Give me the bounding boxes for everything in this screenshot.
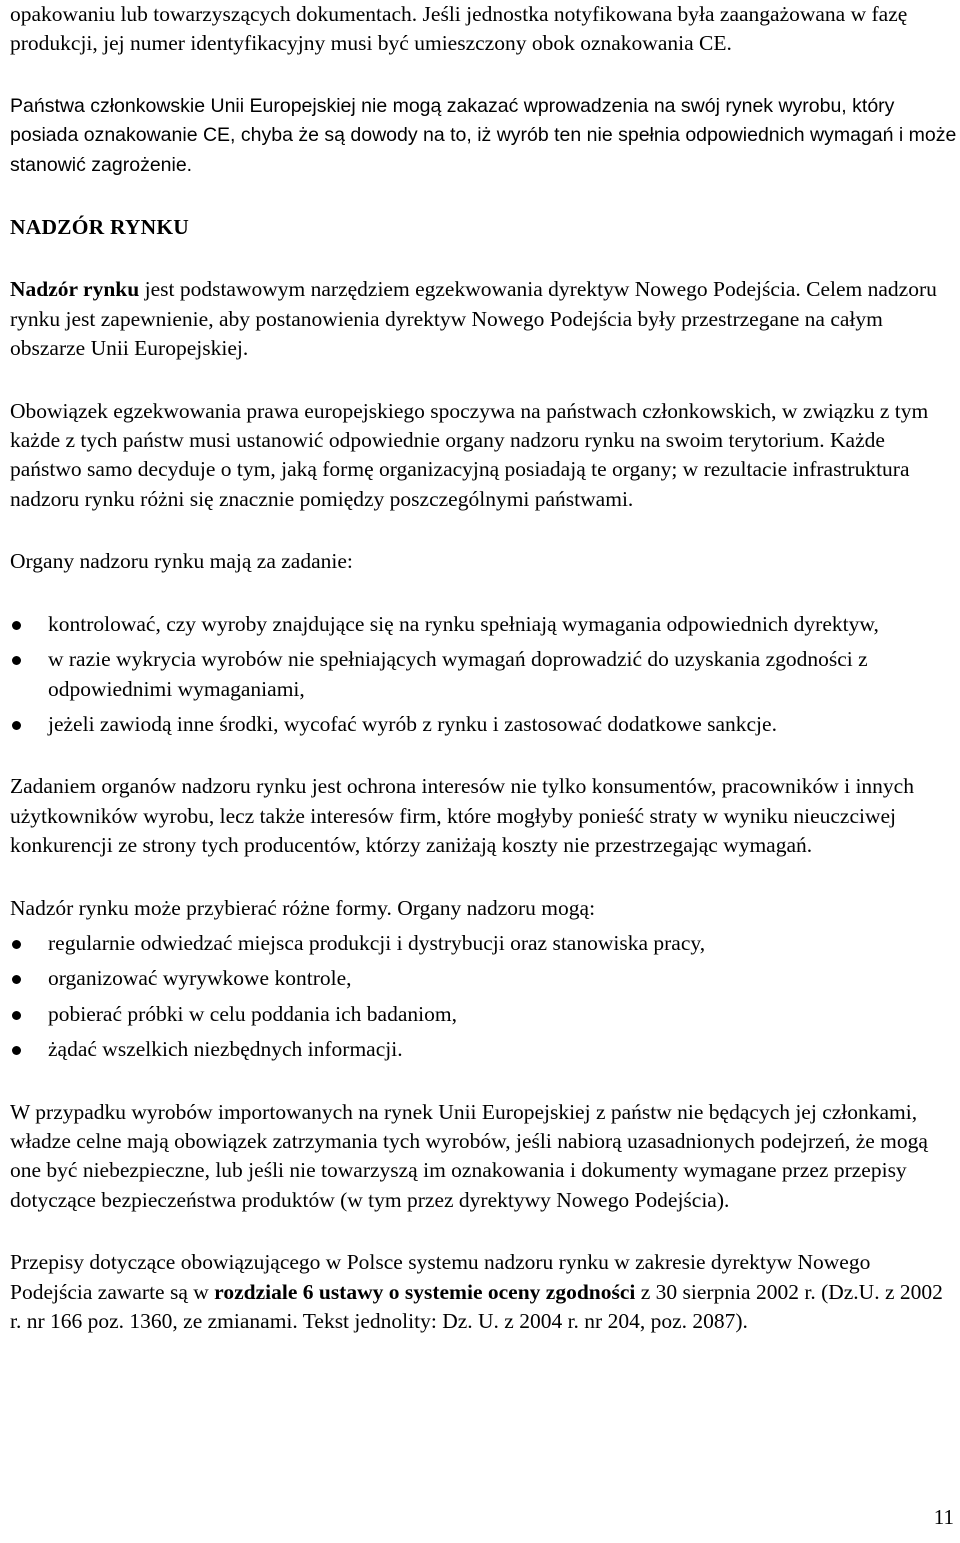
forms-list (10, 929, 958, 1065)
bullet-icon (12, 1011, 21, 1020)
paragraph-market-surveillance (10, 275, 958, 363)
paragraph-member-states: Państwa członkowskie Unii Europejskiej nie mogą zakazać wprowadzenia na swój rynek wyrobu, który posiada oznakowanie CE, chyba że są dowody na to, iż wyrób ten nie spełnia odpowiednich wymagań i może stanowić zagrożenie. (10, 94, 957, 176)
list-item: kontrolować, czy wyroby znajdujące się na rynku spełniają wymagania odpowiednich dyrektyw, (10, 610, 958, 639)
list-item: organizować wyrywkowe kontrole, (10, 964, 958, 993)
paragraph-tasks-intro: Organy nadzoru rynku mają za zadanie: (10, 549, 353, 574)
paragraph-ce-marking-end: opakowaniu lub towarzyszących dokumentach. Jeśli jednostka notyfikowana była zaangażowana w fazę produkcji, jej numer identyfikacyjny musi być umieszczony obok oznakowania CE. (10, 2, 908, 56)
bullet-icon (12, 721, 21, 730)
page-number: 11 (933, 1505, 954, 1529)
bullet-icon (12, 975, 21, 984)
bullet-icon (12, 940, 21, 949)
bold-term: Nadzór rynku (10, 277, 140, 302)
bullet-icon (12, 656, 21, 665)
paragraph-obligation: Obowiązek egzekwowania prawa europejskiego spoczywa na państwach członkowskich, w związku z tym każde z tych państw musi ustanowić odpowiednie organy nadzoru rynku na swoim terytorium. Każde państwo samo decyduje o tym, jaką formę organizacyjną posiadają te organy; w rezultacie infrastruktura nadzoru rynku różni się znacznie pomiędzy poszczególnymi państwami. (10, 398, 929, 511)
list-item: pobierać próbki w celu poddania ich badaniom, (10, 1000, 958, 1029)
list-item: żądać wszelkich niezbędnych informacji. (10, 1035, 958, 1064)
list-item: w razie wykrycia wyrobów nie spełniających wymagań doprowadzić do uzyskania zgodności z odpowiednimi wymaganiami, (10, 645, 958, 704)
document-page (10, 0, 958, 1336)
bold-reference: rozdziale 6 ustawy o systemie oceny zgodności (214, 1279, 636, 1304)
paragraph-forms-intro: Nadzór rynku może przybierać różne formy. Organy nadzoru mogą: (10, 895, 596, 920)
paragraph-polish-law: Przepisy dotyczące obowiązującego w Polsce systemu nadzoru rynku w zakresie dyrektyw Nowego Podejścia zawarte są w rozdziale 6 ustawy o systemie oceny zgodności z 30 sierpnia 2002 r. (Dz.U. z 2002 r. nr 166 poz. 1360, ze zmianami. Tekst jednolity: Dz. U. z 2004 r. nr 204, poz. 2087). (10, 1250, 943, 1333)
paragraph-protection: Zadaniem organów nadzoru rynku jest ochrona interesów nie tylko konsumentów, pracowników i innych użytkowników wyrobu, lecz także interesów firm, które mogłyby ponieść straty w wyniku nieuczciwej konkurencji ze strony tych producentów, którzy zaniżają koszty nie przestrzegając wymagań. (10, 774, 914, 858)
bullet-icon (12, 621, 21, 630)
paragraph-text: jest podstawowym narzędziem egzekwowania dyrektyw Nowego Podejścia. Celem nadzoru rynku jest zapewnienie, aby postanowienia dyrektyw Nowego Podejścia były przestrzegane na całym obszarze Unii Europejskiej. (10, 277, 937, 361)
list-item: jeżeli zawiodą inne środki, wycofać wyrób z rynku i zastosować dodatkowe sankcje. (10, 710, 958, 739)
paragraph-imports: W przypadku wyrobów importowanych na rynek Unii Europejskiej z państw nie będących jej członkami, władze celne mają obowiązek zatrzymania tych wyrobów, jeśli nabiorą uzasadnionych podejrzeń, że mogą one być niebezpieczne, lub jeśli nie towarzyszą im oznakowania i dokumenty wymagane przez przepisy dotyczące bezpieczeństwa produktów (w tym przez dyrektywy Nowego Podejścia). (10, 1099, 928, 1212)
bullet-icon (12, 1046, 21, 1055)
tasks-list (10, 610, 958, 740)
section-heading: NADZÓR RYNKU (10, 215, 190, 240)
list-item: regularnie odwiedzać miejsca produkcji i dystrybucji oraz stanowiska pracy, (10, 929, 958, 958)
